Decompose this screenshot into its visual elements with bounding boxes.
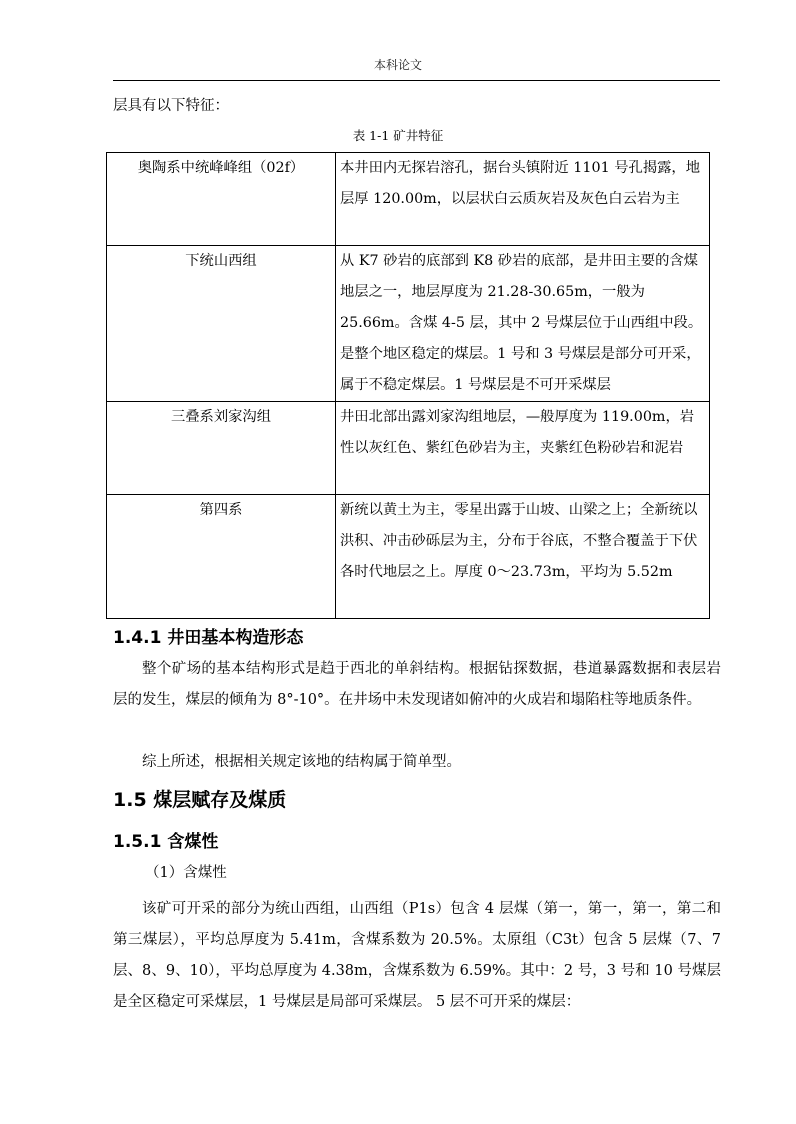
section-heading-1-4-1: 1.4.1 井田基本构造形态	[113, 628, 304, 648]
section-heading-1-5: 1.5 煤层赋存及煤质	[113, 789, 287, 811]
strata-table	[106, 152, 710, 619]
table-row	[107, 495, 710, 619]
table-row	[107, 246, 710, 402]
stratum-description: 本井田内无探岩溶孔，据台头镇附近 1101 号孔揭露，地层厚 120.00m，以层状白云质灰岩及灰色白云岩为主	[336, 153, 710, 246]
paragraph-structure: 整个矿场的基本结构形式是趋于西北的单斜结构。根据钻探数据，巷道暴露数据和表层岩层的发生，煤层的倾角为 8°-10°。在井场中未发现诸如俯冲的火成岩和塌陷柱等地质条件。	[113, 661, 721, 708]
stratum-description: 新统以黄土为主，零星出露于山坡、山梁之上；全新统以洪积、冲击砂砾层为主，分布于谷底，不整合覆盖于下伏各时代地层之上。厚度 0～23.73m，平均为 5.52m	[336, 495, 710, 619]
table-caption: 表 1-1 矿井特征	[352, 128, 444, 143]
intro-line: 层具有以下特征：	[113, 98, 229, 114]
stratum-description: 从 K7 砂岩的底部到 K8 砂岩的底部，是井田主要的含煤地层之一，地层厚度为 21.28-30.65m，一般为 25.66m。含煤 4-5 层，其中 2 号煤层位于山西组中段。是整个地区稳定的煤层。1 号和 3 号煤层是部分可开采，属于不稳定煤层。1 号煤层是不可开采煤层	[336, 246, 710, 402]
subheading-coal-bearing: （1）含煤性	[145, 865, 227, 881]
stratum-description: 井田北部出露刘家沟组地层，—般厚度为 119.00m，岩性以灰红色、紫红色砂岩为主，夹紫红色粉砂岩和泥岩	[336, 402, 710, 495]
stratum-name: 下统山西组	[107, 246, 336, 402]
paragraph-coal-bearing: 该矿可开采的部分为统山西组，山西组（P1s）包含 4 层煤（第一，第一，第一，第二和第三煤层），平均总厚度为 5.41m，含煤系数为 20.5%。太原组（C3t）包含 5 层煤（7、7 层、8、9、10），平均总厚度为 4.38m，含煤系数为 6.59%。其中：2 号，3 号和 10 号煤层是全区稳定可采煤层，1 号煤层是局部可采煤层。 5 层不可开采的煤层：	[113, 901, 721, 1010]
stratum-name: 奥陶系中统峰峰组（02f）	[107, 153, 336, 246]
page-header-title: 本科论文	[373, 58, 422, 72]
section-heading-1-5-1: 1.5.1 含煤性	[113, 832, 219, 852]
stratum-name: 第四系	[107, 495, 336, 619]
paragraph-summary: 综上所述，根据相关规定该地的结构属于简单型。	[142, 754, 461, 770]
table-row	[107, 402, 710, 495]
table-row	[107, 153, 710, 246]
header-divider	[113, 80, 720, 81]
stratum-name: 三叠系刘家沟组	[107, 402, 336, 495]
